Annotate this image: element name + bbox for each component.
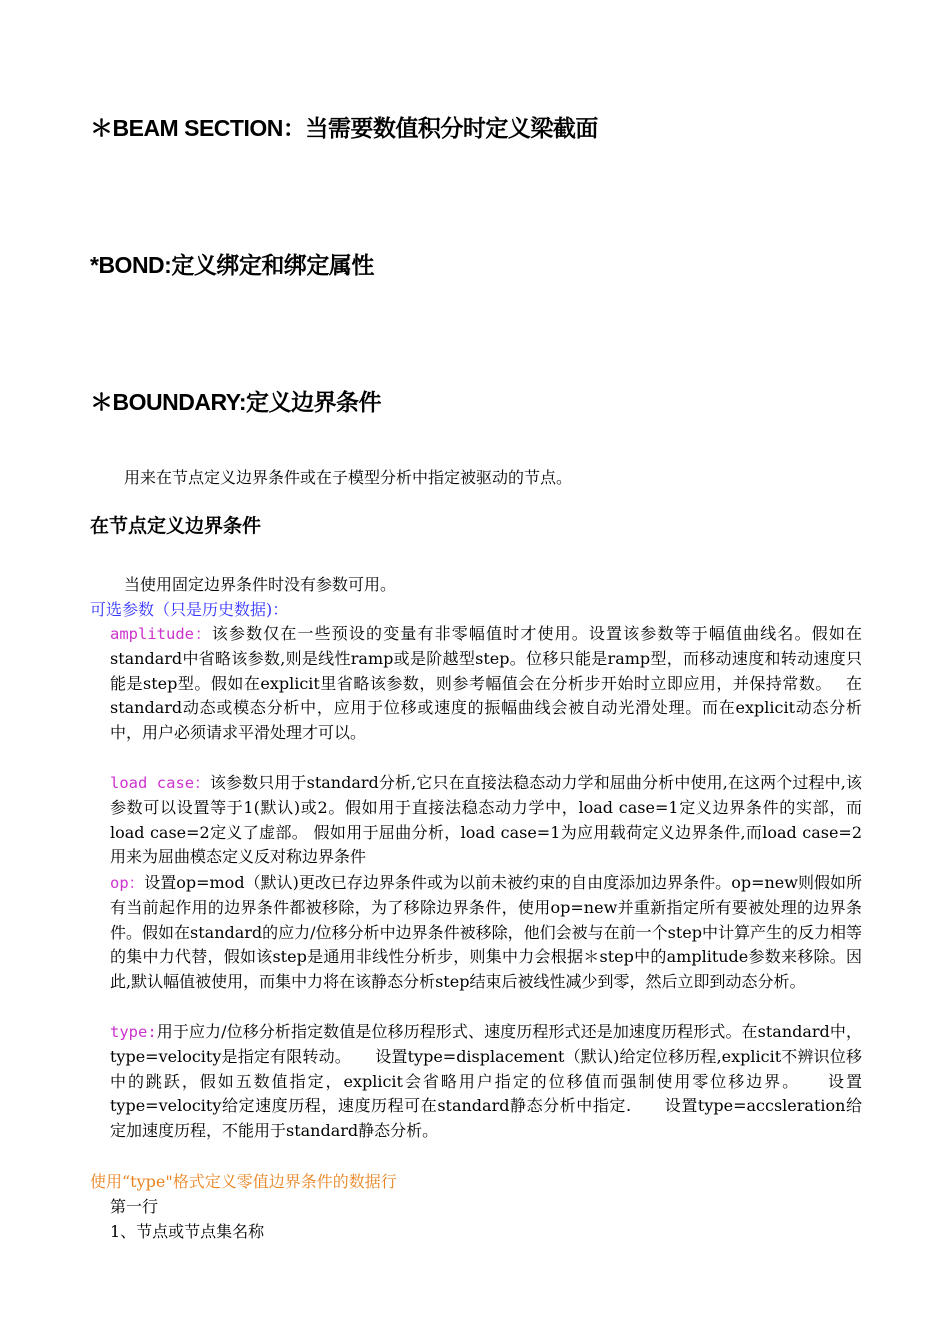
heading-boundary: ＊BOUNDARY:定义边界条件	[90, 389, 381, 415]
param-name: amplitude：	[110, 625, 212, 643]
param-desc: 该参数只用于standard分析,它只在直接法稳态动力学和屈曲分析中使用,在这两个过程中,该参数可以设置等于1(默认)或2。假如用于直接法稳态动力学中，load case=1定义边界条件的实部，而load case=2定义了虚部。 假如用于屈曲分析，load case=1为应用载荷定义边界条件,而load case=2用来为屈曲模态定义反对称边界条件	[110, 773, 862, 867]
param-load-case	[110, 771, 862, 870]
param-desc: 设置op=mod（默认)更改已存边界条件或为以前未被约束的自由度添加边界条件。op=new则假如所有当前起作用的边界条件都被移除，为了移除边界条件，使用op=new并重新指定所有要被处理的边界条件。假如在standard的应力/位移分析中边界条件被移除，他们会被与在前一个step中计算产生的反力相等的集中力代替，假如该step是通用非线性分析步，则集中力会根据＊step中的amplitude参数来移除。因此,默认幅值被使用，而集中力将在该静态分析step结束后被线性减少到零，然后立即到动态分析。	[110, 873, 862, 992]
param-type	[110, 1020, 862, 1144]
first-line-item: 1、节点或节点集名称	[110, 1222, 265, 1241]
intro-paragraph: 用来在节点定义边界条件或在子模型分析中指定被驱动的节点。	[124, 468, 573, 487]
heading-beam-section: ＊BEAM SECTION：当需要数值积分时定义梁截面	[90, 115, 598, 141]
param-desc: 用于应力/位移分析指定数值是位移历程形式、速度历程形式还是加速度历程形式。在standard中，type=velocity是指定有限转动。 设置type=displacement（默认)给定位移历程,explicit不辨识位移中的跳跃，假如五数值指定，explicit会省略用户指定的位移值而强制使用零位移边界。 设置type=velocity给定速度历程，速度历程可在standard静态分析中指定. 设置type=accsleration给定加速度历程，不能用于standard静态分析。	[110, 1022, 862, 1141]
param-amplitude	[110, 622, 862, 746]
param-desc: 该参数仅在一些预设的变量有非零幅值时才使用。设置该参数等于幅值曲线名。假如在standard中省略该参数,则是线性ramp或是阶越型step。位移只能是ramp型，而移动速度和转动速度只能是step型。假如在explicit里省略该参数，则参考幅值会在分析步开始时立即应用，并保持常数。 在standard动态或模态分析中，应用于位移或速度的振幅曲线会被自动光滑处理。而在explicit动态分析中，用户必须请求平滑处理才可以。	[110, 624, 862, 743]
param-name: load case：	[110, 774, 210, 792]
first-line-label: 第一行	[110, 1197, 159, 1216]
heading-bond: *BOND:定义绑定和绑定属性	[90, 252, 374, 278]
no-params-text: 当使用固定边界条件时没有参数可用。	[124, 575, 397, 594]
optional-params-label: 可选参数（只是历史数据)：	[90, 600, 289, 619]
param-name: type:	[110, 1023, 157, 1041]
param-name: op：	[110, 874, 145, 892]
param-op	[110, 871, 862, 995]
section-title: 在节点定义边界条件	[90, 515, 262, 537]
data-lines-title: 使用“type"格式定义零值边界条件的数据行	[90, 1172, 397, 1191]
